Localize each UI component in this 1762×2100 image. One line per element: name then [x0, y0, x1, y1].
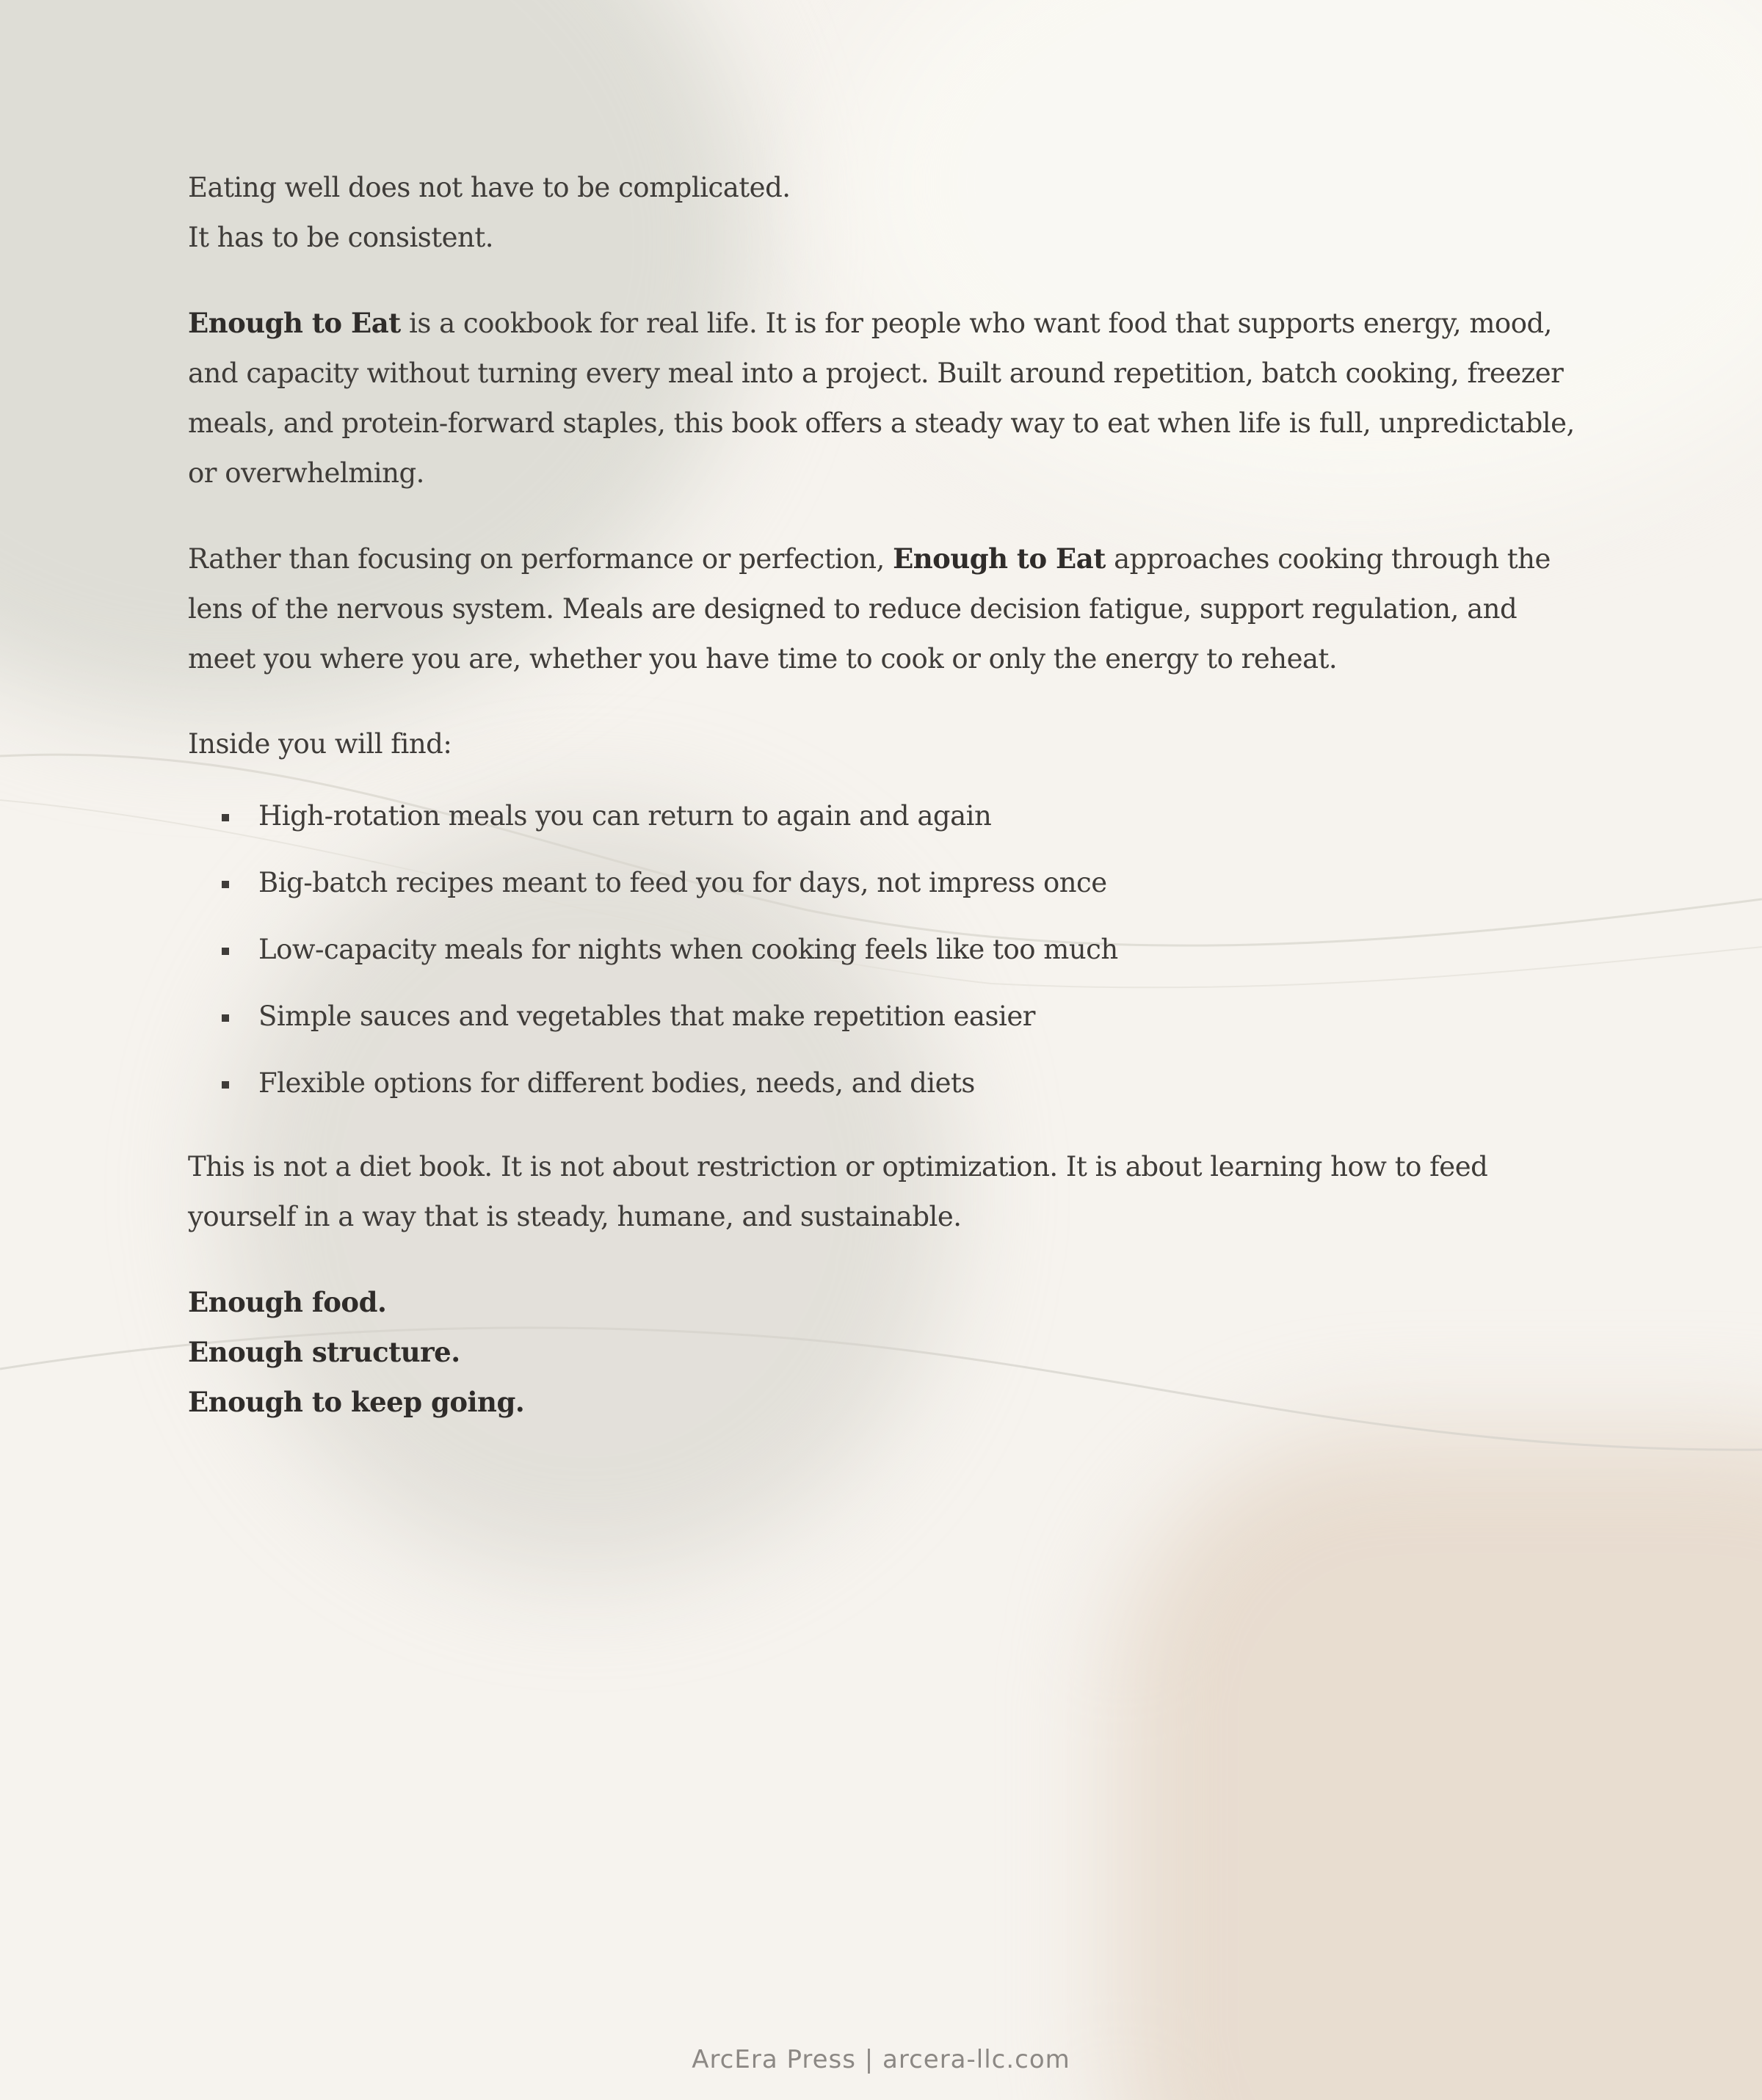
- closing-line-2: Enough structure.: [188, 1336, 460, 1368]
- list-item: [188, 925, 1583, 975]
- paragraph-not-a-diet-book: This is not a diet book. It is not about restriction or optimization. It is about learning how to feed yourself in a way that is steady, humane, and sustainable.: [188, 1151, 1488, 1232]
- list-item-text: Flexible options for different bodies, needs, and diets: [258, 1067, 975, 1099]
- book-title-bold: Enough to Eat: [188, 307, 401, 339]
- paragraph-text: is a cookbook for real life. It is for people who want food that supports energy, mood, and capacity without turning every meal into a project. Built around repetition, batch cooking, freezer meals, and protein-forward staples, this book offers a steady way to eat when life is full, unpredictable, or overwhelming.: [188, 308, 1575, 489]
- publisher-footer: ArcEra Press | arcera-llc.com: [692, 2045, 1070, 2074]
- paragraph-text-before: Rather than focusing on performance or perfection,: [188, 543, 893, 575]
- list-item: [188, 858, 1583, 908]
- list-item: [188, 1058, 1583, 1108]
- closing-statement: [188, 1277, 1583, 1427]
- list-item: [188, 791, 1583, 841]
- list-item-text: Low-capacity meals for nights when cooking feels like too much: [258, 934, 1118, 965]
- bullet-square-icon: [222, 1014, 229, 1022]
- intro-paragraph: [188, 163, 1583, 263]
- intro-line-2: It has to be consistent.: [188, 222, 493, 253]
- closing-line-3: Enough to keep going.: [188, 1386, 525, 1418]
- inside-heading: Inside you will find:: [188, 728, 452, 760]
- intro-line-1: Eating well does not have to be complicated.: [188, 172, 791, 203]
- list-item: [188, 992, 1583, 1042]
- list-item-text: Simple sauces and vegetables that make repetition easier: [258, 1000, 1035, 1032]
- feature-list: [188, 791, 1583, 1108]
- paragraph-cookbook-overview: [188, 298, 1583, 498]
- bullet-square-icon: [222, 1081, 229, 1089]
- paragraph-text-after: approaches cooking through the lens of the nervous system. Meals are designed to reduce decision fatigue, support regulation, and meet you where you are, whether you have time to cook or only the energy to reheat.: [188, 543, 1551, 675]
- description-body: [188, 163, 1583, 1462]
- list-item-text: Big-batch recipes meant to feed you for days, not impress once: [258, 867, 1107, 898]
- closing-line-1: Enough food.: [188, 1286, 387, 1318]
- bullet-square-icon: [222, 881, 229, 888]
- bullet-square-icon: [222, 948, 229, 955]
- book-title-bold: Enough to Eat: [893, 542, 1106, 575]
- bullet-square-icon: [222, 814, 229, 821]
- paragraph-nervous-system: [188, 534, 1583, 684]
- list-item-text: High-rotation meals you can return to again and again: [258, 800, 992, 832]
